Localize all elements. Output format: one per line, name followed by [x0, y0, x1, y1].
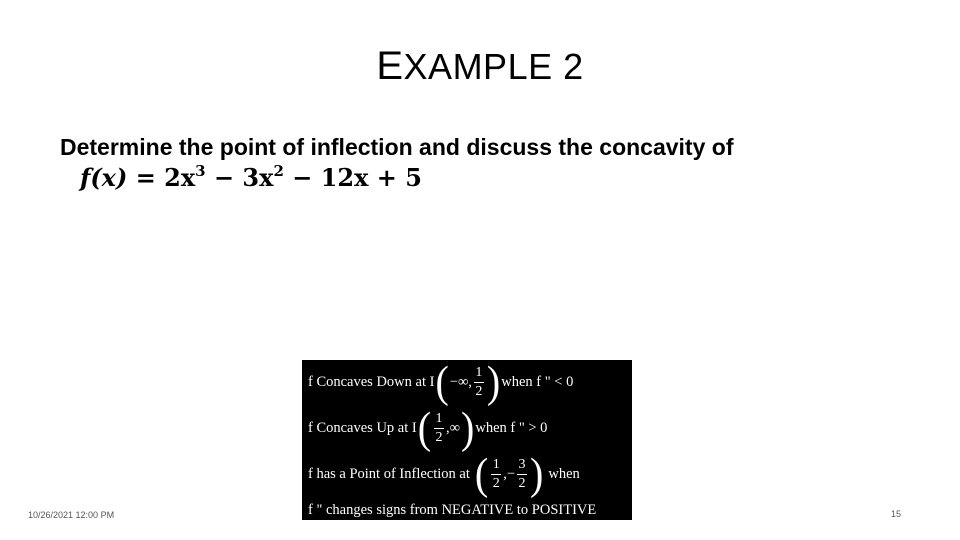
fraction: $\frac{1}{2}$ — [492, 456, 500, 491]
slide-number: 15 — [891, 509, 902, 519]
formula: $f(x) = 2x^3 - 3x^2 - 12x + 5$ — [80, 162, 422, 192]
bullet-text: Determine the point of inflection and discuss the concavity of — [60, 134, 734, 160]
fraction: $\frac{3}{2}$ — [518, 456, 526, 491]
fraction: $\frac{1}{2}$ — [435, 410, 443, 445]
footer-date: 10/26/2021 12:00 PM — [28, 510, 115, 520]
concave-up-row: f Concaves Up at I ( $\frac{1}{2}$ ,∞ ) when f " > 0 — [308, 402, 548, 453]
inflection-point-row: f has a Point of Inflection at ( $\frac{1}{2}$ ,− $\frac{3}{2}$ ) when — [308, 448, 580, 499]
slide-title: EXAMPLE 2 — [376, 44, 584, 88]
fraction: $\frac{1}{2}$ — [475, 364, 483, 399]
concave-down-row: f Concaves Down at I ( −∞, $\frac{1}{2}$ ) when f " < 0 — [308, 356, 574, 407]
bullet-block — [60, 132, 900, 194]
sign-change-row: f " changes signs from NEGATIVE to POSITIVE — [308, 501, 597, 518]
concavity-summary-image — [302, 356, 632, 520]
